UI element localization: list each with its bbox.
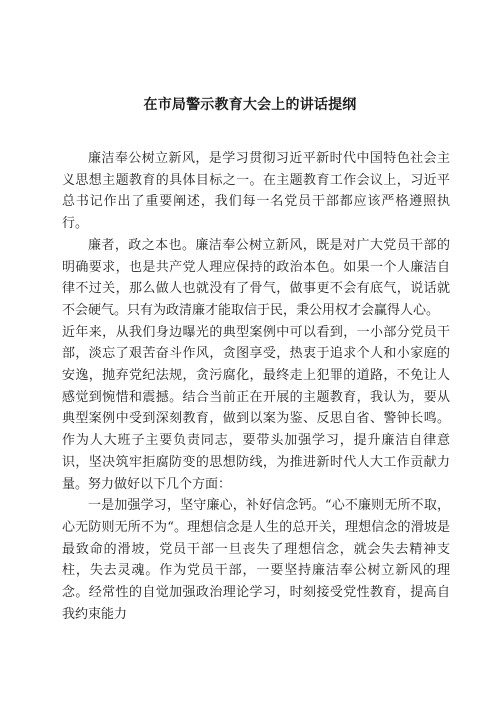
paragraph-3: 近年来，从我们身边曝光的典型案例中可以看到，一小部分党员干部，淡忘了艰苦奋斗作风，贪图享受，热衷于追求个人和小家庭的安逸，抛弃党纪法规，贪污腐化，最终走上犯罪的道路，不免让人感觉到惋惜和震撼。结合当前正在开展的主题教育，我认为，要从典型案例中受到深刻教育，做到以案为鉴、反思自省、警钟长鸣。作为人大班子主要负责同志，要带头加强学习，提升廉洁自律意识，坚决筑牢拒腐防变的思想防线，为推进新时代人大工作贡献力量。努力做好以下几个方面： <box>62 324 450 492</box>
document-title: 在市局警示教育大会上的讲话提纲 <box>143 97 357 113</box>
paragraph-4: 一是加强学习，坚守廉心，补好信念钙。“心不廉则无所不取，心无防则无所不为“。理想信念是人生的总开关，理想信念的滑坡是最致命的滑坡，党员干部一旦丧失了理想信念，就会失去精神支柱，失去灵魂。作为党员干部，一要坚持廉洁奉公树立新风的理念。经常性的自觉加强政治理论学习，时刻接受党性教育，提高自我约束能力 <box>62 498 450 622</box>
document-body <box>62 148 450 625</box>
paragraph-2: 廉者，政之本也。廉洁奉公树立新风，既是对广大党员干部的明确要求，也是共产党人理应保持的政治本色。如果一个人廉洁自律不过关，那么做人也就没有了骨气，做事更不会有底气，说话就不会硬气。只有为政清廉才能取信于民，秉公用权才会赢得人心。 <box>62 237 450 318</box>
paragraph-1: 廉洁奉公树立新风，是学习贯彻习近平新时代中国特色社会主义思想主题教育的具体目标之一。在主题教育工作会议上，习近平总书记作出了重要阐述，我们每一名党员干部都应该严格遵照执行。 <box>62 151 450 232</box>
